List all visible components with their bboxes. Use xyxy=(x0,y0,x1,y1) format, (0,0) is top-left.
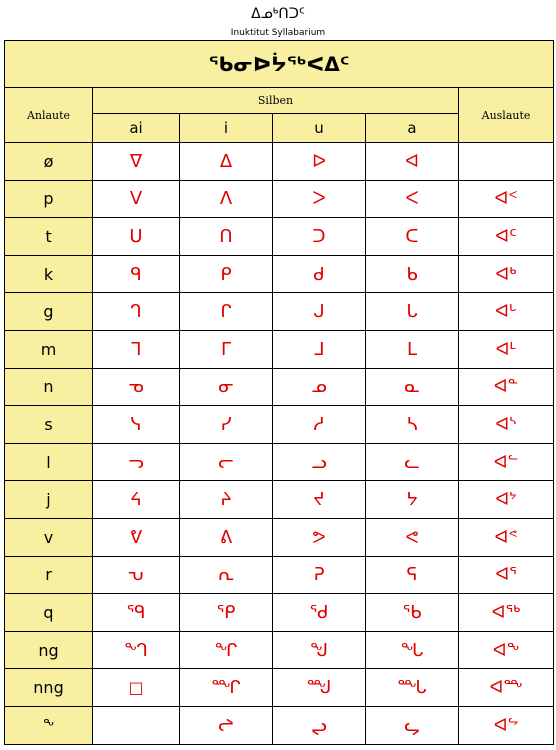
syllable-cell-i: ᓯ xyxy=(180,406,273,444)
table-row xyxy=(5,293,554,331)
syllable-cell-ai: ᕃ xyxy=(93,556,180,594)
syllable-cell-a: ᒪ xyxy=(366,330,459,368)
initial-consonant-cell: ng xyxy=(5,631,93,669)
final-syllable-cell: ᐊᖅ xyxy=(459,594,554,632)
initial-consonant-cell: p xyxy=(5,180,93,218)
initial-consonant-cell: k xyxy=(5,255,93,293)
syllable-cell-a: ᑕ xyxy=(366,218,459,256)
syllable-cell-ai: ᒣ xyxy=(93,330,180,368)
syllable-cell-u: ᒧ xyxy=(273,330,366,368)
silben-header: Silben xyxy=(93,88,459,114)
syllable-cell-ai: ᐯ xyxy=(93,180,180,218)
syllable-cell-u: ᙳ xyxy=(273,669,366,707)
initial-consonant-cell: l xyxy=(5,443,93,481)
initial-consonant-cell: t xyxy=(5,218,93,256)
syllable-cell-ai: ᑌ xyxy=(93,218,180,256)
final-syllable-cell: ᐊᖦ xyxy=(459,706,554,744)
syllable-cell-i: ᙱ xyxy=(180,669,273,707)
syllable-cell-u: ᓄ xyxy=(273,368,366,406)
syllable-cell-i: ᖠ xyxy=(180,706,273,744)
table-row xyxy=(5,481,554,519)
syllable-cell-a: ᕙ xyxy=(366,518,459,556)
syllable-cell-ai: ᒉ xyxy=(93,293,180,331)
syllable-cell-a: ᔭ xyxy=(366,481,459,519)
vowel-header-i: i xyxy=(180,114,273,143)
syllable-cell-u: ᐳ xyxy=(273,180,366,218)
auslaute-header: Auslaute xyxy=(459,88,554,143)
final-syllable-cell: ᐊᔾ xyxy=(459,481,554,519)
syllable-cell-a: ᖃ xyxy=(366,594,459,632)
table-row xyxy=(5,180,554,218)
final-syllable-cell: ᐊᒃ xyxy=(459,255,554,293)
syllable-cell-u: ᒍ xyxy=(273,293,366,331)
syllable-cell-a: ᐊ xyxy=(366,143,459,181)
table-row xyxy=(5,706,554,744)
initial-consonant-cell: m xyxy=(5,330,93,368)
syllable-cell-i: ᕆ xyxy=(180,556,273,594)
syllable-cell-ai: ᓓ xyxy=(93,443,180,481)
final-syllable-cell: ᐊᑦ xyxy=(459,218,554,256)
syllable-cell-ai: ᕓ xyxy=(93,518,180,556)
table-row xyxy=(5,443,554,481)
syllable-cell-u: ᔪ xyxy=(273,481,366,519)
syllable-cell-i: ᐃ xyxy=(180,143,273,181)
final-syllable-cell: ᐊᕐ xyxy=(459,556,554,594)
syllable-cell-i: ᔨ xyxy=(180,481,273,519)
syllable-cell-u: ᑐ xyxy=(273,218,366,256)
syllable-cell-u: ᖑ xyxy=(273,631,366,669)
syllable-cell-u: ᖁ xyxy=(273,594,366,632)
initial-consonant-cell: v xyxy=(5,518,93,556)
initial-consonant-cell: ø xyxy=(5,143,93,181)
syllable-cell-a: ᑲ xyxy=(366,255,459,293)
syllable-cell-i: ᒋ xyxy=(180,293,273,331)
final-syllable-cell: ᐊᕝ xyxy=(459,518,554,556)
syllable-cell-a: ᙵ xyxy=(366,669,459,707)
syllable-cell-u: ᐅ xyxy=(273,143,366,181)
anlaute-header: Anlaute xyxy=(5,88,93,143)
syllabary-table xyxy=(4,40,554,745)
syllable-cell-ai xyxy=(93,706,180,744)
final-syllable-cell: ᐊᑉ xyxy=(459,180,554,218)
table-row xyxy=(5,143,554,181)
syllable-cell-u: ᖢ xyxy=(273,706,366,744)
final-syllable-cell: ᐊᓪ xyxy=(459,443,554,481)
final-syllable-cell: ᐊᖕ xyxy=(459,631,554,669)
syllable-cell-a: ᖤ xyxy=(366,706,459,744)
syllable-cell-i: ᖏ xyxy=(180,631,273,669)
table-row xyxy=(5,218,554,256)
table-banner: ᖃᓂᐅᔮᖅᐸᐃᑦ xyxy=(5,41,554,88)
table-row xyxy=(5,255,554,293)
syllable-cell-a: ᓴ xyxy=(366,406,459,444)
syllable-cell-u: ᕈ xyxy=(273,556,366,594)
syllable-cell-i: ᑎ xyxy=(180,218,273,256)
final-syllable-cell xyxy=(459,143,554,181)
initial-consonant-cell: q xyxy=(5,594,93,632)
final-syllable-cell: ᐊᒡ xyxy=(459,293,554,331)
syllable-cell-ai: ᐁ xyxy=(93,143,180,181)
page-header xyxy=(0,0,556,40)
final-syllable-cell: ᐊᔅ xyxy=(459,406,554,444)
syllable-cell-ai: ᓀ xyxy=(93,368,180,406)
initial-consonant-cell: g xyxy=(5,293,93,331)
table-row xyxy=(5,556,554,594)
table-row xyxy=(5,594,554,632)
syllable-cell-u: ᑯ xyxy=(273,255,366,293)
syllable-cell-i: ᑭ xyxy=(180,255,273,293)
initial-consonant-cell: s xyxy=(5,406,93,444)
initial-consonant-cell: nng xyxy=(5,669,93,707)
vowel-header-u: u xyxy=(273,114,366,143)
vowel-header-a: a xyxy=(366,114,459,143)
initial-consonant-cell: n xyxy=(5,368,93,406)
syllable-cell-u: ᓗ xyxy=(273,443,366,481)
syllable-cell-i: ᕿ xyxy=(180,594,273,632)
table-row xyxy=(5,518,554,556)
syllable-cell-a: ᒐ xyxy=(366,293,459,331)
syllable-cell-i: ᓂ xyxy=(180,368,273,406)
page-subtitle: Inuktitut Syllabarium xyxy=(230,28,326,38)
syllable-cell-i: ᐱ xyxy=(180,180,273,218)
syllable-cell-ai: ᑫ xyxy=(93,255,180,293)
syllable-cell-a: ᓚ xyxy=(366,443,459,481)
table-row xyxy=(5,330,554,368)
syllable-cell-ai: ᓭ xyxy=(93,406,180,444)
syllable-cell-a: ᓇ xyxy=(366,368,459,406)
initial-consonant-cell: ᖕ xyxy=(5,706,93,744)
vowel-header-ai: ai xyxy=(93,114,180,143)
page-title: ᐃᓄᒃᑎᑐᑦ xyxy=(251,6,305,22)
table-row xyxy=(5,669,554,707)
syllable-cell-i: ᕕ xyxy=(180,518,273,556)
initial-consonant-cell: r xyxy=(5,556,93,594)
table-row xyxy=(5,368,554,406)
syllable-cell-a: ᐸ xyxy=(366,180,459,218)
initial-consonant-cell: j xyxy=(5,481,93,519)
syllable-cell-u: ᕗ xyxy=(273,518,366,556)
final-syllable-cell: ᐊᓐ xyxy=(459,368,554,406)
syllable-cell-ai: ᔦ xyxy=(93,481,180,519)
final-syllable-cell: ᐊᒻ xyxy=(459,330,554,368)
syllable-cell-a: ᕋ xyxy=(366,556,459,594)
syllable-cell-i: ᓕ xyxy=(180,443,273,481)
table-row xyxy=(5,631,554,669)
table-row xyxy=(5,406,554,444)
final-syllable-cell: ᐊᖖ xyxy=(459,669,554,707)
syllable-cell-ai: □ xyxy=(93,669,180,707)
syllable-cell-ai: ᙯ xyxy=(93,594,180,632)
syllable-cell-i: ᒥ xyxy=(180,330,273,368)
syllable-cell-ai: ᙰ xyxy=(93,631,180,669)
syllable-cell-a: ᖓ xyxy=(366,631,459,669)
syllable-cell-u: ᓱ xyxy=(273,406,366,444)
